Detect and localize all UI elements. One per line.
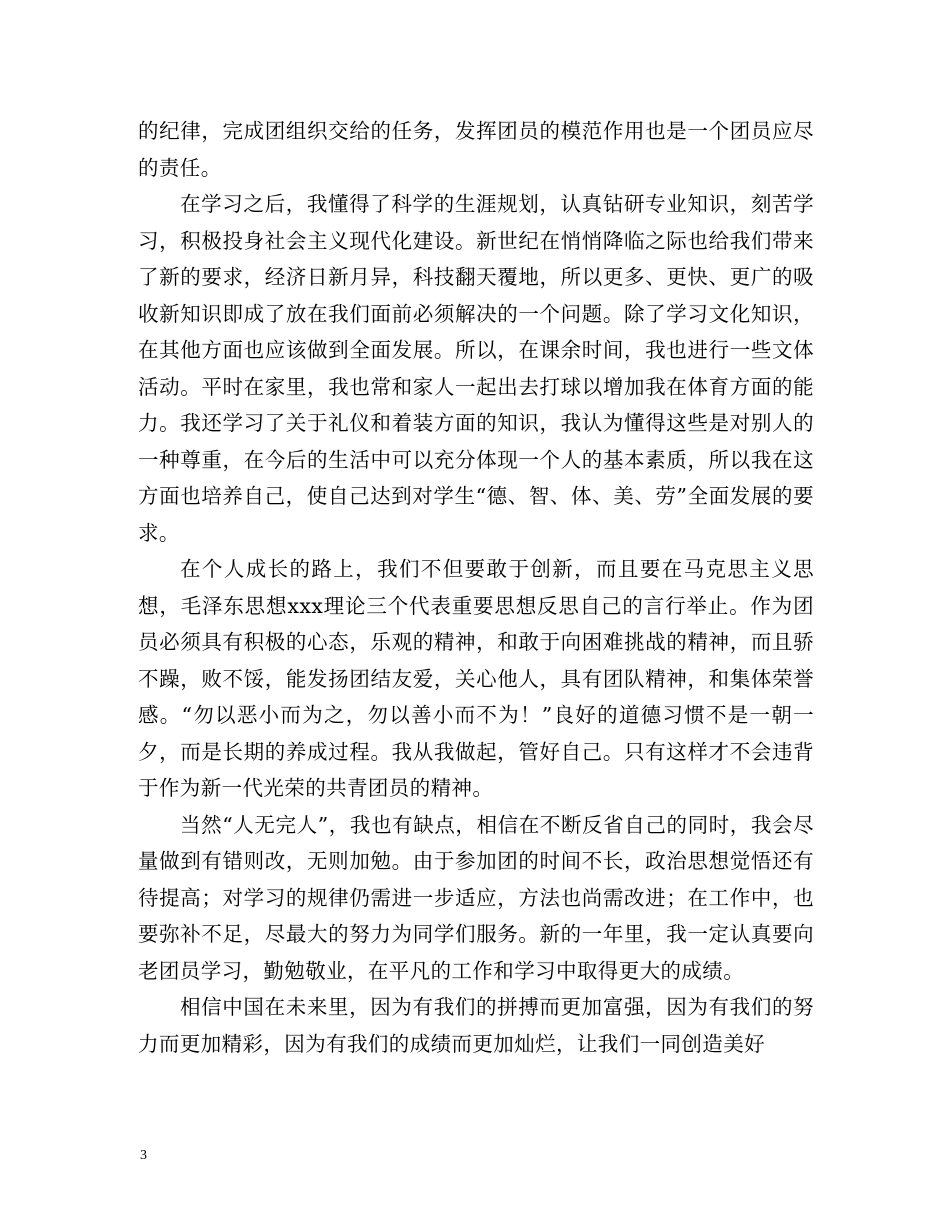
document-body [138, 113, 814, 1062]
paragraph-5: 相信中国在未来里，因为有我们的拼搏而更加富强，因为有我们的努力而更加精彩，因为有我们的成绩而更加灿烂，让我们一同创造美好 [138, 995, 814, 1056]
paragraph-3: 在个人成长的路上，我们不但要敢于创新，而且要在马克思主义思想，毛泽东思想xxx理论三个代表重要思想反思自己的言行举止。作为团员必须具有积极的心态，乐观的精神，和敢于向困难挑战的精神，而且骄不躁，败不馁，能发扬团结友爱，关心他人，具有团队精神，和集体荣誉感。“勿以恶小而为之，勿以善小而不为！”良好的道德习惯不是一朝一夕，而是长期的养成过程。我从我做起，管好自己。只有这样才不会违背于作为新一代光荣的共青团员的精神。 [138, 557, 814, 800]
paragraph-2: 在学习之后，我懂得了科学的生涯规划，认真钻研专业知识，刻苦学习，积极投身社会主义现代化建设。新世纪在悄悄降临之际也给我们带来了新的要求，经济日新月异，科技翻天覆地，所以更多、更快、更广的吸收新知识即成了放在我们面前必须解决的一个问题。除了学习文化知识，在其他方面也应该做到全面发展。所以，在课余时间，我也进行一些文体活动。平时在家里，我也常和家人一起出去打球以增加我在体育方面的能力。我还学习了关于礼仪和着装方面的知识，我认为懂得这些是对别人的一种尊重，在今后的生活中可以充分体现一个人的基本素质，所以我在这方面也培养自己，使自己达到对学生“德、智、体、美、劳”全面发展的要求。 [138, 192, 814, 545]
paragraph-1: 的纪律，完成团组织交给的任务，发挥团员的模范作用也是一个团员应尽的责任。 [138, 119, 814, 180]
paragraph-4: 当然“人无完人”，我也有缺点，相信在不断反省自己的同时，我会尽量做到有错则改，无则加勉。由于参加团的时间不长，政治思想觉悟还有待提高；对学习的规律仍需进一步适应，方法也尚需改进；在工作中，也要弥补不足，尽最大的努力为同学们服务。新的一年里，我一定认真要向老团员学习，勤勉敬业，在平凡的工作和学习中取得更大的成绩。 [138, 812, 814, 983]
page-number: 3 [140, 1148, 147, 1163]
